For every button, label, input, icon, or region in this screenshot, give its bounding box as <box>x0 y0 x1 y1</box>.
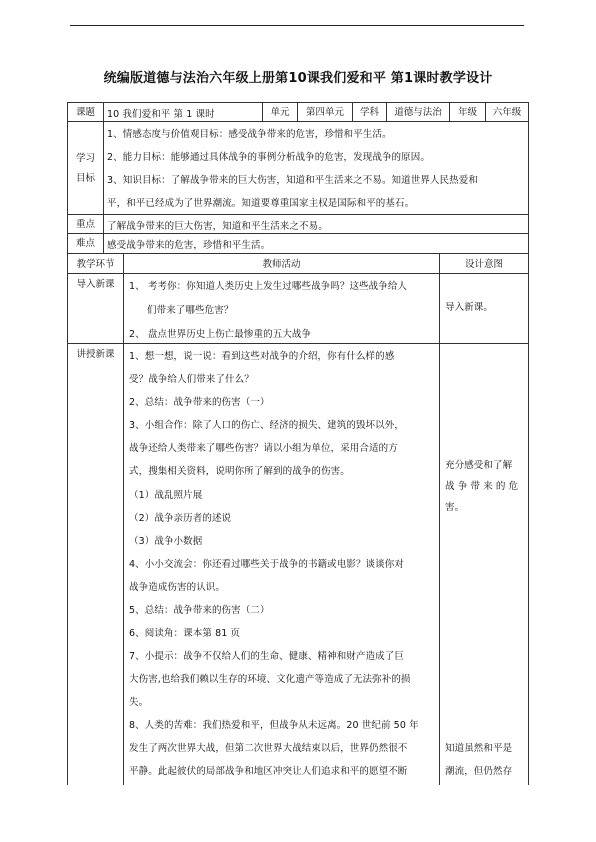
col-header-phase: 教学环节 <box>76 259 115 270</box>
lesson-label: 课题 <box>75 107 95 118</box>
lecture-intent-2-line: 潮流，但仍然存 <box>445 766 513 777</box>
lecture-intent-2-line: 知道虽然和平是 <box>445 743 513 754</box>
key-point-value: 了解战争带来的巨大伤害，知道和平生活来之不易。 <box>107 221 328 232</box>
objective-item-3-line-1: 3、知识目标：了解战争带来的巨大伤害，知道和平生活来之不易。知道世界人民热爱和 <box>107 175 478 186</box>
lecture-line: 2、总结：战争带来的伤害（一） <box>129 397 270 408</box>
lecture-line: 5、总结：战争带来的伤害（二） <box>129 605 270 616</box>
key-point-label: 重点 <box>75 219 95 230</box>
page-title: 统编版道德与法治六年级上册第10课我们爱和平 第1课时教学设计 <box>103 71 493 86</box>
difficulty-label: 难点 <box>75 238 95 249</box>
objectives-label-1: 学习 <box>75 153 95 164</box>
objective-item-3-line-2: 平，和平已经成为了世界潮流。知道要尊重国家主权是国际和平的基石。 <box>107 198 415 209</box>
lecture-intent-1-line: 充分感受和了解 <box>445 460 513 471</box>
grade-label: 年级 <box>457 107 477 118</box>
col-header-design-intent: 设计意图 <box>464 259 503 270</box>
lecture-line: （3）战争小数据 <box>129 536 203 547</box>
unit-label: 单元 <box>270 107 290 118</box>
difficulty-value: 感受战争带来的危害，珍惜和平生活。 <box>107 240 271 251</box>
intro-line-1: 1、 考考你：你知道人类历史上发生过哪些战争吗？这些战争给人 <box>129 281 408 292</box>
lecture-intent-1-line: 害。 <box>445 502 465 513</box>
col-header-teacher-activity: 教师活动 <box>262 259 301 270</box>
subject-value: 道德与法治 <box>394 107 442 118</box>
lecture-line: 6、阅读角：课本第 81 页 <box>129 628 241 639</box>
lecture-line: 4、小小交流会：你还看过哪些关于战争的书籍或电影？谈谈你对 <box>129 559 404 570</box>
lecture-line: 战争造成伤害的认识。 <box>129 582 226 593</box>
lecture-line: 失。 <box>129 697 149 708</box>
lecture-line: 1、想一想，说一说：看到这些对战争的介绍，你有什么样的感 <box>129 351 395 362</box>
lesson-value: 10 我们爱和平 第 1 课时 <box>107 109 215 120</box>
intro-line-2: 们带来了哪些危害？ <box>147 305 234 316</box>
unit-value: 第四单元 <box>305 107 344 118</box>
objectives-label-2: 目标 <box>75 173 95 184</box>
lecture-line: 7、小提示：战争不仅给人们的生命、健康、精神和财产造成了巨 <box>129 651 404 662</box>
lecture-line: 3、小组合作：除了人口的伤亡、经济的损失、建筑的毁坏以外， <box>129 420 404 431</box>
intro-label: 导入新课 <box>76 279 115 290</box>
lecture-line: （1）战乱照片展 <box>129 490 203 501</box>
lecture-line: 大伤害,也给我们赖以生存的环境、文化遗产等造成了无法弥补的损 <box>129 674 411 685</box>
objective-item-2: 2、能力目标：能够通过具体战争的事例分析战争的危害，发现战争的原因。 <box>107 152 430 163</box>
lecture-line: 战争还给人类带来了哪些伤害？请以小组为单位，采用合适的方 <box>129 443 398 454</box>
objective-item-1: 1、情感态度与价值观目标：感受战争带来的危害，珍惜和平生活。 <box>107 129 392 140</box>
intro-line-3: 2、 盘点世界历史上伤亡最惨重的五大战争 <box>129 329 312 340</box>
top-rule <box>70 25 524 26</box>
lecture-line: 平静。此起彼伏的局部战争和地区冲突让人们追求和平的愿望不断 <box>129 766 408 777</box>
lecture-line: 8、人类的苦难：我们热爱和平，但战争从未远离。20 世纪前 50 年 <box>129 720 419 731</box>
lecture-label: 讲授新课 <box>76 349 115 360</box>
lecture-line: 式，搜集相关资料，说明你所了解到的战争的伤害。 <box>129 466 350 477</box>
subject-label: 学科 <box>359 107 379 118</box>
intro-intent: 导入新课。 <box>445 302 494 313</box>
lecture-line: （2）战争亲历者的述说 <box>129 513 232 524</box>
lecture-line: 发生了两次世界大战，但第二次世界大战结束以后，世界仍然很不 <box>129 743 408 754</box>
lecture-line: 受？战争给人们带来了什么？ <box>129 374 254 385</box>
grade-value: 六年级 <box>492 107 522 118</box>
lecture-intent-1-line: 战 争 带 来 的 危 <box>445 481 519 492</box>
